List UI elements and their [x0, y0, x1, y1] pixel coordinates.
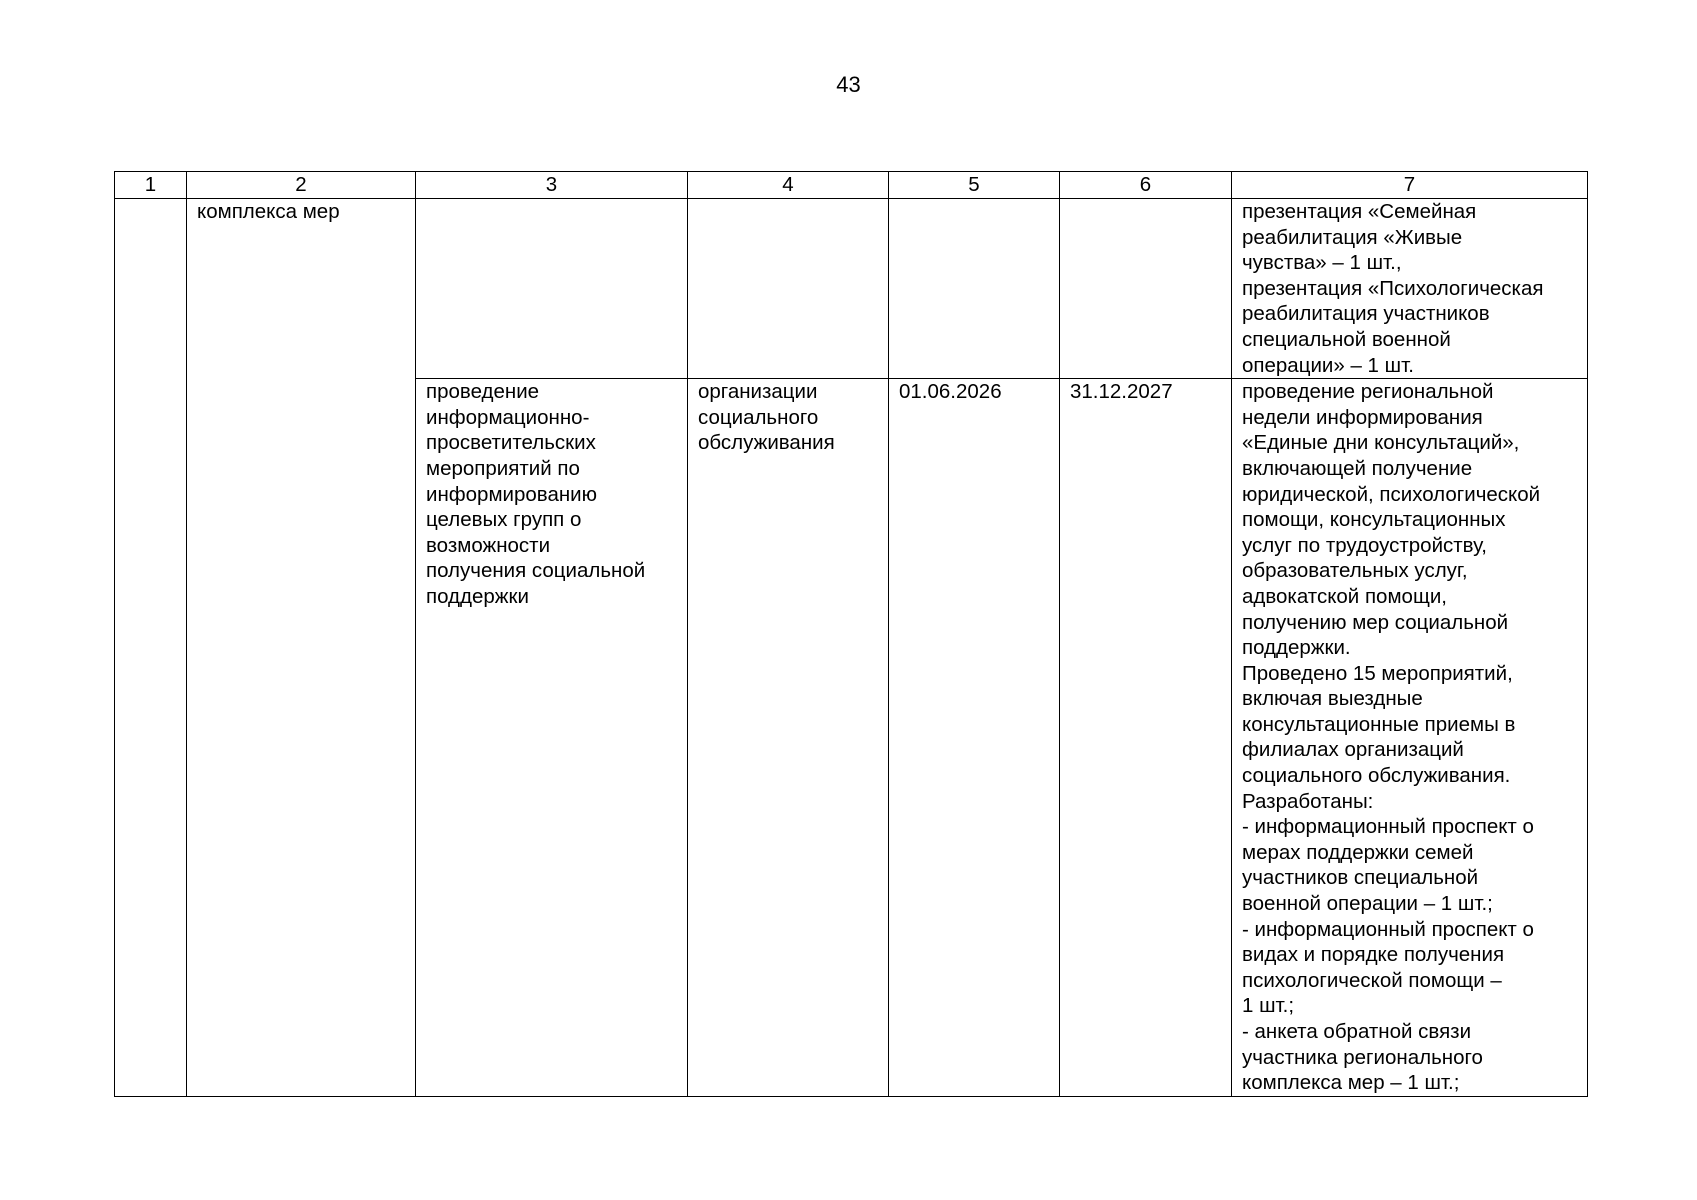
- text-line: комплекса мер: [197, 200, 340, 223]
- text-line: мероприятий по: [426, 456, 580, 480]
- cell-col6: [1060, 199, 1232, 379]
- text-line: - анкета обратной связи: [1242, 1020, 1472, 1043]
- column-header-4: 4: [688, 172, 889, 199]
- cell-text: [1242, 379, 1577, 1096]
- text-line: просветительских: [426, 431, 596, 455]
- text-line: операции» – 1 шт.: [1242, 353, 1414, 377]
- text-line: - информационный проспект о: [1242, 917, 1534, 941]
- cell-text: [426, 379, 677, 609]
- text-line: обслуживания: [698, 431, 835, 455]
- page-number: 43: [836, 72, 861, 97]
- column-number-row: [115, 172, 1588, 199]
- text-line: получения социальной: [426, 559, 646, 583]
- text-line: социального обслуживания.: [1242, 764, 1511, 788]
- column-header-3: 3: [416, 172, 688, 199]
- text-line: реабилитация участников: [1242, 302, 1490, 326]
- measures-table: [114, 171, 1588, 1097]
- cell-col7: [1232, 199, 1588, 379]
- cell-text: [197, 199, 405, 225]
- text-line: участника регионального: [1242, 1045, 1483, 1069]
- text-line: мерах поддержки семей: [1242, 840, 1474, 864]
- text-line: социального: [698, 405, 819, 429]
- column-header-1: 1: [115, 172, 187, 199]
- column-header-6: 6: [1060, 172, 1232, 199]
- text-line: комплекса мер – 1 шт.;: [1242, 1071, 1460, 1095]
- text-line: проведение: [426, 380, 540, 404]
- text-line: презентация «Семейная: [1242, 200, 1477, 223]
- text-line: презентация «Психологическая: [1242, 276, 1544, 300]
- text-line: услуг по трудоустройству,: [1242, 533, 1487, 557]
- text-line: участников специальной: [1242, 866, 1479, 890]
- text-line: информационно-: [426, 405, 590, 429]
- text-line: получению мер социальной: [1242, 610, 1509, 634]
- cell-col5: [889, 199, 1060, 379]
- text-line: информированию: [426, 482, 597, 506]
- text-line: «Единые дни консультаций»,: [1242, 431, 1520, 455]
- cell-text: [698, 379, 878, 456]
- text-line: недели информирования: [1242, 405, 1483, 429]
- cell-col7: [1232, 379, 1588, 1097]
- table-row: [115, 199, 1588, 379]
- column-header-5: 5: [889, 172, 1060, 199]
- text-line: - информационный проспект о: [1242, 815, 1534, 839]
- cell-col4: [688, 199, 889, 379]
- text-line: целевых групп о: [426, 508, 582, 532]
- cell-col2: [187, 199, 416, 1097]
- column-header-2: 2: [187, 172, 416, 199]
- cell-col3: [416, 199, 688, 379]
- text-line: Разработаны:: [1242, 789, 1374, 813]
- text-line: видах и порядке получения: [1242, 943, 1505, 967]
- text-line: поддержки.: [1242, 636, 1351, 660]
- text-line: реабилитация «Живые: [1242, 225, 1463, 249]
- text-line: включающей получение: [1242, 456, 1473, 480]
- text-line: Проведено 15 мероприятий,: [1242, 661, 1513, 685]
- cell-col6: 31.12.2027: [1060, 379, 1232, 1097]
- text-line: возможности: [426, 533, 551, 557]
- cell-text: [1242, 199, 1577, 378]
- text-line: специальной военной: [1242, 327, 1451, 351]
- text-line: поддержки: [426, 584, 529, 608]
- text-line: филиалах организаций: [1242, 738, 1464, 762]
- text-line: военной операции – 1 шт.;: [1242, 892, 1493, 916]
- text-line: чувства» – 1 шт.,: [1242, 251, 1402, 275]
- text-line: консультационные приемы в: [1242, 712, 1516, 736]
- text-line: помощи, консультационных: [1242, 508, 1506, 532]
- column-header-7: 7: [1232, 172, 1588, 199]
- text-line: включая выездные: [1242, 687, 1423, 711]
- cell-col4: [688, 379, 889, 1097]
- text-line: 1 шт.;: [1242, 994, 1295, 1018]
- cell-col3: [416, 379, 688, 1097]
- cell-col5: 01.06.2026: [889, 379, 1060, 1097]
- text-line: проведение региональной: [1242, 380, 1494, 404]
- text-line: адвокатской помощи,: [1242, 584, 1447, 608]
- text-line: организации: [698, 380, 818, 404]
- text-line: юридической, психологической: [1242, 482, 1541, 506]
- cell-col1: [115, 199, 187, 1097]
- text-line: психологической помощи –: [1242, 968, 1502, 992]
- text-line: образовательных услуг,: [1242, 559, 1468, 583]
